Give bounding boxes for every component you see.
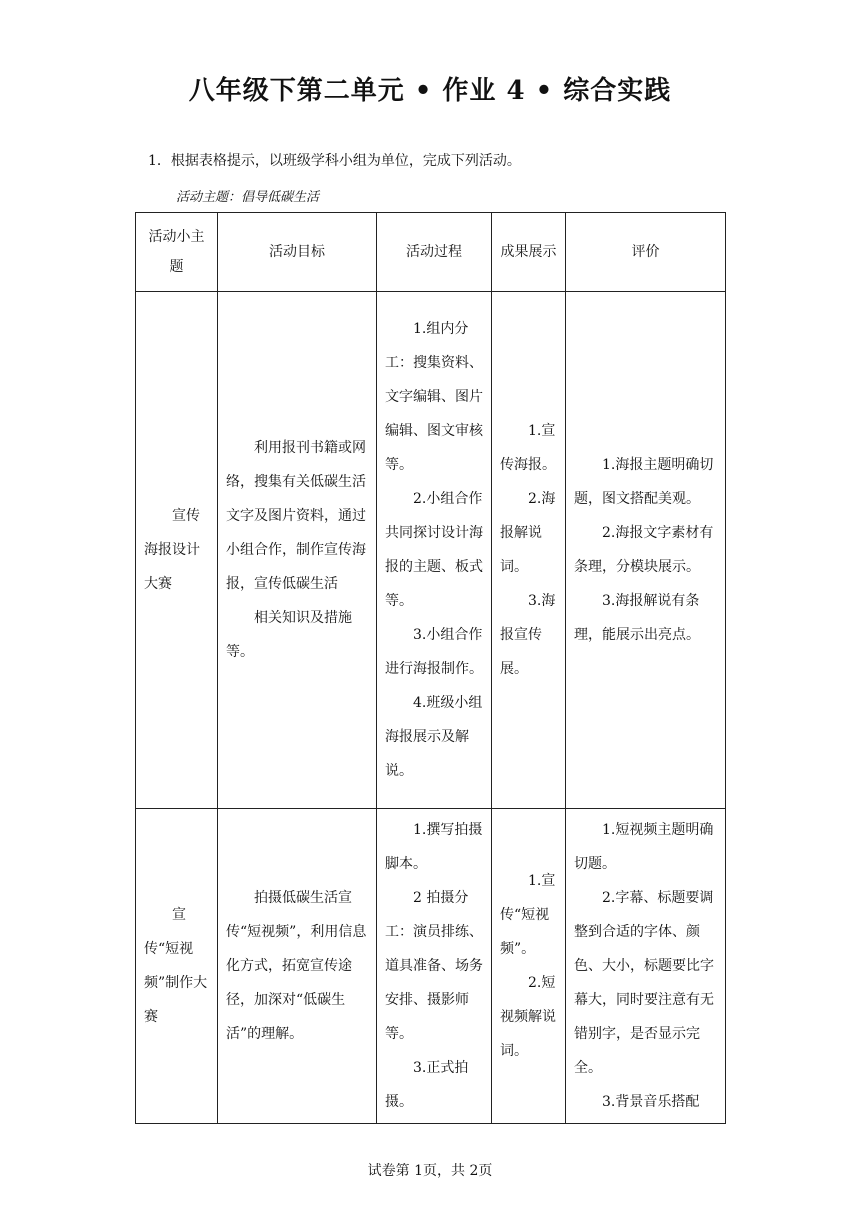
cell-process: 1.撰写拍摄脚本。 2 拍摄分工：演员排练、道具准备、场务安排、摄影师等。 3.正式拍摄。: [377, 809, 492, 1124]
cell-goal: 利用报刊书籍或网络，搜集有关低碳生活文字及图片资料，通过小组合作，制作宣传海报，宣传低碳生活 相关知识及措施等。: [218, 292, 377, 809]
cell-subtheme: 宣传“短视频”制作大赛: [136, 809, 218, 1124]
cell-goal: 拍摄低碳生活宣传“短视频”，利用信息化方式，拓宽宣传途径，加深对“低碳生活”的理解。: [218, 809, 377, 1124]
cell-subtheme: 宣传海报设计大赛: [136, 292, 218, 809]
cell-result: 1.宣传海报。 2.海报解说词。 3.海报宣传展。: [492, 292, 566, 809]
table-row: [136, 809, 726, 1124]
cell-process: 1.组内分工：搜集资料、文字编辑、图片编辑、图文审核等。 2.小组合作共同探讨设计海报的主题、板式等。 3.小组合作进行海报制作。 4.班级小组海报展示及解说。: [377, 292, 492, 809]
question-text: 1．根据表格提示，以班级学科小组为单位，完成下列活动。: [148, 153, 521, 169]
header-process: 活动过程: [377, 213, 492, 292]
header-goal: 活动目标: [218, 213, 377, 292]
table-row: [136, 292, 726, 809]
activity-table: [135, 212, 726, 1124]
header-subtheme: 活动小主题: [136, 213, 218, 292]
activity-theme: 活动主题：倡导低碳生活: [176, 190, 320, 205]
table-header-row: [136, 213, 726, 292]
page-footer: 试卷第 1页，共 2页: [367, 1163, 493, 1179]
header-evaluation: 评价: [566, 213, 726, 292]
header-result: 成果展示: [492, 213, 566, 292]
cell-evaluation: 1.海报主题明确切题，图文搭配美观。 2.海报文字素材有条理，分模块展示。 3.海报解说有条理，能展示出亮点。: [566, 292, 726, 809]
cell-evaluation: 1.短视频主题明确切题。 2.字幕、标题要调整到合适的字体、颜色、大小，标题要比字幕大，同时要注意有无错别字，是否显示完全。 3.背景音乐搭配: [566, 809, 726, 1124]
page-title: 八年级下第二单元 • 作业 4 • 综合实践: [188, 76, 672, 106]
cell-result: 1.宣传“短视频”。 2.短视频解说词。: [492, 809, 566, 1124]
